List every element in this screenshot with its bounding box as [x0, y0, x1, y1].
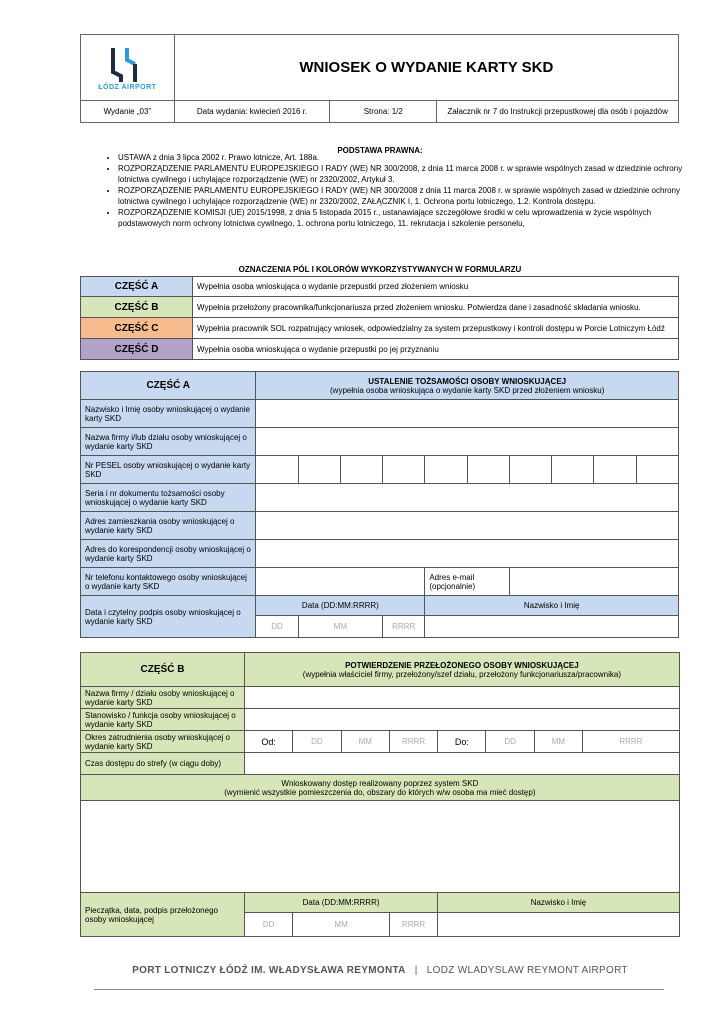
attachment-info: Załacznik nr 7 do Instrukcji przepustkowej dla osób i pojazdów: [437, 101, 679, 123]
month-field[interactable]: MM: [298, 616, 382, 638]
from-month-field[interactable]: MM: [341, 731, 389, 753]
airport-logo-icon: [107, 46, 147, 84]
pesel-digit-field[interactable]: [594, 456, 636, 484]
pesel-digit-field[interactable]: [509, 456, 551, 484]
supervisor-stamp-label: Pieczątka, data, podpis przełożonego osoby wnioskującej: [81, 893, 245, 937]
legal-title: PODSTAWA PRAWNA:: [337, 146, 423, 155]
employment-period-label: Okres zatrudnienia osoby wnioskującej o wydanie karty SKD: [81, 731, 245, 753]
legend-title: OZNACZENIA PÓL I KOLORÓW WYKORZYSTYWANYCH W FORMULARZU: [238, 265, 522, 274]
phone-field[interactable]: [256, 568, 425, 596]
part-b-header: [245, 653, 680, 687]
pesel-digit-field[interactable]: [383, 456, 425, 484]
name-header: Nazwisko i Imię: [438, 893, 680, 913]
edition: Wydanie „03”: [81, 101, 175, 123]
legend-part-c: CZĘŚĆ C: [81, 318, 193, 339]
pesel-digit-field[interactable]: [256, 456, 298, 484]
pesel-label: Nr PESEL osoby wnioskującej o wydanie karty SKD: [81, 456, 256, 484]
footer: [0, 965, 725, 976]
date-header: Data (DD:MM:RRRR): [245, 893, 438, 913]
part-b-subtitle: (wypełnia właściciel firmy, przełożony/szef działu, przełożony funkcjonariusza/pracownika): [302, 669, 621, 679]
part-a-table: [80, 371, 679, 638]
pesel-digit-field[interactable]: [340, 456, 382, 484]
access-request-header: [81, 775, 680, 801]
from-label: Od:: [245, 731, 293, 753]
footer-left: PORT LOTNICZY ŁÓDŹ IM. WŁADYSŁAWA REYMONTA: [132, 965, 406, 976]
year-field[interactable]: RRRR: [383, 616, 425, 638]
pesel-digit-field[interactable]: [467, 456, 509, 484]
access-time-label: Czas dostępu do strefy (w ciągu doby): [81, 753, 245, 775]
year-field[interactable]: RRRR: [389, 913, 437, 937]
supervisor-company-label: Nazwa firmy / działu osoby wnioskującej o wydanie karty SKD: [81, 687, 245, 709]
pesel-digit-field[interactable]: [425, 456, 467, 484]
logo-cell: [81, 35, 175, 101]
legend-desc-a: Wypełnia osoba wnioskująca o wydanie przepustki przed złożeniem wniosku: [193, 277, 679, 297]
legend-desc-c: Wypełnia pracownik SOL rozpatrujący wniosek, odpowiedzialny za system przepustkowy i kontroli dostępu w Porcie Lotniczym Łódź: [193, 318, 679, 339]
part-a-header: [256, 372, 679, 400]
position-field[interactable]: [245, 709, 680, 731]
applicant-name-field[interactable]: [256, 400, 679, 428]
legend-part-a: CZĘŚĆ A: [81, 277, 193, 297]
legal-item: • ROZPORZĄDZENIE PARLAMENTU EUROPEJSKIEGO I RADY (WE) NR 300/2008, z dnia 11 marca 2008 r. w sprawie wspólnych zasad w dziedzinie ochrony lotnictwa cywilnego i uchylające rozporządzenie (WE) nr 2320/2002, Artykuł 3.: [118, 163, 688, 185]
access-time-field[interactable]: [245, 753, 680, 775]
day-field[interactable]: DD: [256, 616, 298, 638]
legend-table: [80, 276, 679, 360]
signature-label: Data i czytelny podpis osoby wnioskującej o wydanie karty SKD: [81, 596, 256, 638]
pesel-digit-field[interactable]: [552, 456, 594, 484]
correspondence-address-label: Adres do korespondencji osoby wnioskującej o wydanie karty SKD: [81, 540, 256, 568]
day-field[interactable]: DD: [245, 913, 293, 937]
applicant-company-label: Nazwa firmy i/lub działu osoby wnioskującej o wydanie karty SKD: [81, 428, 256, 456]
position-label: Stanowisko / funkcja osoby wnioskującej o wydanie karty SKD: [81, 709, 245, 731]
issue-date: Data wydania: kwiecień 2016 r.: [174, 101, 330, 123]
part-b-title: POTWIERDZENIE PRZEŁOŻONEGO OSOBY WNIOSKUJĄCEJ: [345, 660, 579, 670]
email-label: Adres e-mail (opcjonalnie): [425, 568, 509, 596]
email-field[interactable]: [509, 568, 678, 596]
part-a-title: USTALENIE TOŻSAMOŚCI OSOBY WNIOSKUJĄCEJ: [368, 376, 567, 386]
part-a-label: CZĘŚĆ A: [81, 372, 256, 400]
pesel-digit-field[interactable]: [636, 456, 678, 484]
logo-text: ŁÓDZ AIRPORT: [98, 84, 157, 91]
month-field[interactable]: MM: [293, 913, 390, 937]
to-label: Do:: [438, 731, 486, 753]
legal-list: [104, 152, 688, 229]
legal-item: • ROZPORZĄDZENIE PARLAMENTU EUROPEJSKIEGO I RADY (WE) NR 300/2008 z dnia 11 marca 2008 r. w sprawie wspólnych zasad w dziedzinie ochrony lotnictwa cywilnego i uchylające rozporządzenie (WE) nr 2320/2002, ZAŁĄCZNIK I, 1. Ochrona portu lotniczego, 1.2. Kontrola dostępu.: [118, 185, 688, 207]
footer-right: LODZ WLADYSLAW REYMONT AIRPORT: [426, 965, 628, 976]
legend-part-d: CZĘŚĆ D: [81, 339, 193, 360]
legend-part-b: CZĘŚĆ B: [81, 297, 193, 318]
legend-desc-d: Wypełnia osoba wnioskująca o wydanie przepustki po jej przyznaniu: [193, 339, 679, 360]
from-year-field[interactable]: RRRR: [389, 731, 437, 753]
home-address-field[interactable]: [256, 512, 679, 540]
access-areas-field[interactable]: [81, 801, 680, 893]
part-a-subtitle: (wypełnia osoba wnioskująca o wydanie karty SKD przed złożeniem wniosku): [330, 385, 605, 395]
footer-separator: |: [414, 965, 418, 976]
part-b-table: [80, 652, 680, 937]
phone-label: Nr telefonu kontaktowego osoby wnioskującej o wydanie karty SKD: [81, 568, 256, 596]
access-request-title: Wnioskowany dostęp realizowany poprzez system SKD: [281, 778, 479, 788]
applicant-name-label: Nazwisko i Imię osoby wnioskującej o wydanie karty SKD: [81, 400, 256, 428]
signature-name-field[interactable]: [425, 616, 679, 638]
id-document-label: Seria i nr dokumentu tożsamości osoby wnioskującej o wydanie karty SKD: [81, 484, 256, 512]
applicant-company-field[interactable]: [256, 428, 679, 456]
supervisor-name-field[interactable]: [438, 913, 680, 937]
legal-item: • USTAWA z dnia 3 lipca 2002 r. Prawo lotnicze, Art. 188a.: [118, 152, 688, 163]
supervisor-company-field[interactable]: [245, 687, 680, 709]
from-day-field[interactable]: DD: [293, 731, 341, 753]
part-b-label: CZĘŚĆ B: [81, 653, 245, 687]
form-title: WNIOSEK O WYDANIE KARTY SKD: [174, 35, 678, 101]
home-address-label: Adres zamieszkania osoby wnioskującej o wydanie karty SKD: [81, 512, 256, 540]
to-year-field[interactable]: RRRR: [583, 731, 680, 753]
legend-desc-b: Wypełnia przełożony pracownika/funkcjonariusza przed złożeniem wniosku. Potwierdza dane i zasadność składania wniosku.: [193, 297, 679, 318]
to-day-field[interactable]: DD: [486, 731, 534, 753]
access-request-subtitle: (wymienić wszystkie pomieszczenia do, obszary do których w/w osoba ma mieć dostęp): [224, 787, 536, 797]
pesel-digit-field[interactable]: [298, 456, 340, 484]
legal-item: • ROZPORZĄDZENIE KOMISJI (UE) 2015/1998, z dnia 5 listopada 2015 r., ustanawiające szczegółowe środki w celu wprowadzenia w życie wspólnych podstawowych norm ochrony lotnictwa cywilnego, 1. ochrona portu lotniczego, 11. rekrutacja i szkolenie personelu,: [118, 207, 688, 229]
header-table: [80, 34, 679, 123]
footer-divider: [94, 989, 664, 990]
page-number: Strona: 1/2: [330, 101, 437, 123]
date-header: Data (DD:MM:RRRR): [256, 596, 425, 616]
name-header: Nazwisko i Imię: [425, 596, 679, 616]
id-document-field[interactable]: [256, 484, 679, 512]
correspondence-address-field[interactable]: [256, 540, 679, 568]
to-month-field[interactable]: MM: [534, 731, 582, 753]
